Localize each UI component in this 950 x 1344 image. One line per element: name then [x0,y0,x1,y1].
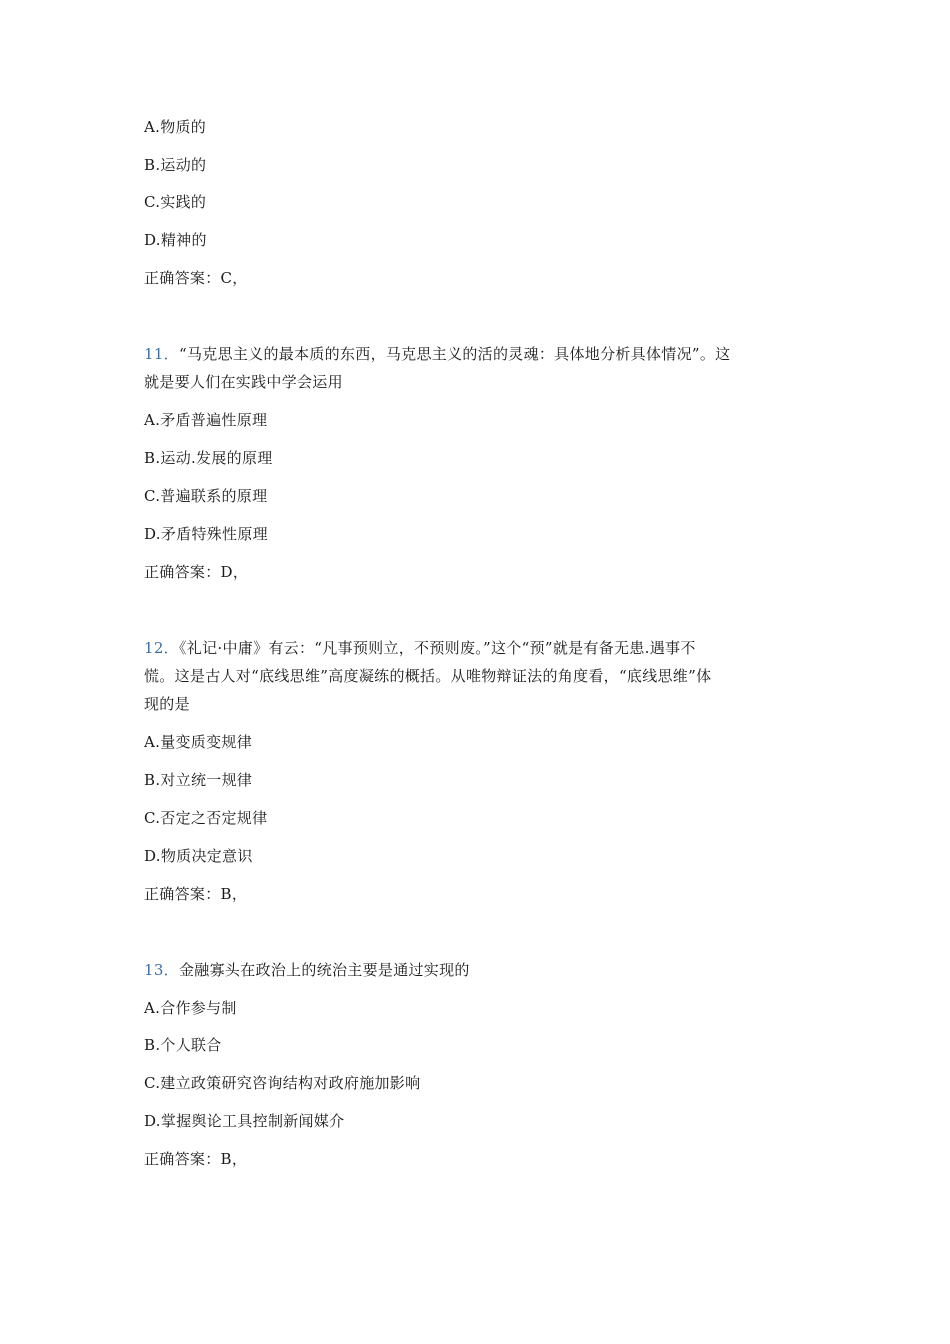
question-stem-line: 现的是 [144,695,190,713]
question-stem-line: 《礼记·中庸》有云：“凡事预则立，不预则废。”这个“预”就是有备无患.遇事不 [179,639,696,657]
correct-answer: 正确答案：C， [144,269,248,287]
correct-answer: 正确答案：D， [144,563,249,581]
option-c: C.否定之否定规律 [144,809,268,827]
question-number: 13． [144,961,179,979]
option-c: C.建立政策研究咨询结构对政府施加影响 [144,1074,421,1092]
option-b: B.对立统一规律 [144,771,253,789]
option-c: C.普遍联系的原理 [144,487,268,505]
option-a: A.矛盾普遍性原理 [144,411,268,429]
option-a: A.合作参与制 [144,999,237,1017]
option-b: B.运动的 [144,156,207,174]
option-c: C.实践的 [144,193,207,211]
question-stem-line: 金融寡头在政治上的统治主要是通过实现的 [179,961,470,979]
option-a: A.量变质变规律 [144,733,253,751]
question-number: 11． [144,345,179,363]
option-a: A.物质的 [144,118,207,136]
correct-answer: 正确答案：B， [144,885,248,903]
option-d: D.物质决定意识 [144,847,253,865]
question-stem [144,638,696,658]
question-number: 12． [144,639,179,657]
option-d: D.掌握舆论工具控制新闻媒介 [144,1112,345,1130]
question-stem [144,344,730,364]
option-d: D.精神的 [144,231,207,249]
correct-answer: 正确答案：B， [144,1150,248,1168]
question-stem-line: 慌。这是古人对“底线思维”高度凝练的概括。从唯物辩证法的角度看，“底线思维”体 [144,667,712,685]
question-stem [144,960,470,980]
question-stem-line: 就是要人们在实践中学会运用 [144,373,343,391]
option-b: B.个人联合 [144,1036,222,1054]
question-stem-line: “马克思主义的最本质的东西，马克思主义的活的灵魂：具体地分析具体情况”。这 [179,345,731,363]
option-d: D.矛盾特殊性原理 [144,525,268,543]
option-b: B.运动.发展的原理 [144,449,273,467]
